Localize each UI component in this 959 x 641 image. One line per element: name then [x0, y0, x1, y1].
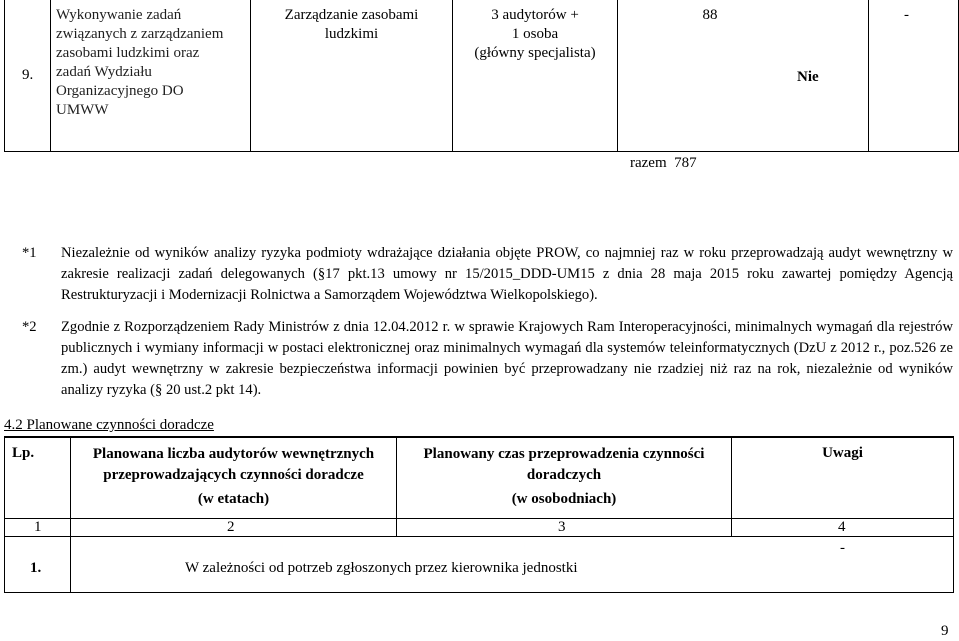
note-marker: *2 — [22, 319, 37, 335]
header-line: przeprowadzających czynności doradcze — [103, 467, 364, 483]
auditors-line: (główny specjalista) — [474, 45, 596, 61]
header-line: Planowany czas przeprowadzenia czynności — [423, 446, 705, 462]
column-number: 4 — [838, 519, 846, 535]
task-line: Wykonywanie zadań — [56, 7, 182, 23]
header-line: doradczych — [526, 467, 602, 483]
header-auditors — [71, 444, 396, 510]
note-text: Zgodnie z Rozporządzeniem Rady Ministrów z dnia 12.04.2012 r. w sprawie Krajowych Ram Interoperacyjności, minimalnych wymagań dla rejestrów publicznych i wymiany informacji w postaci elektronicznej oraz minimalnych wymagań dla systemów teleinformatycznych (DzU z 2012 r., poz.526 ze zm.) audyt wewnętrzny w zakresie bezpieczeństwa informacji powinien być przeprowadzany nie rzadziej niż raz na rok, niezależnie od wyników analizy ryzyka (§ 20 ust.2 pkt 14). — [61, 319, 953, 398]
header-line: Planowana liczba audytorów wewnętrznych — [92, 446, 375, 462]
auditors-count — [453, 6, 617, 63]
flag-value: Nie — [797, 69, 819, 85]
auditors-line: 1 osoba — [511, 26, 559, 42]
section-heading: 4.2 Planowane czynności doradcze — [4, 417, 214, 433]
row-number: 9. — [22, 67, 34, 83]
header-remarks: Uwagi — [822, 445, 863, 461]
column-number: 3 — [558, 519, 566, 535]
column-number: 1 — [34, 519, 42, 535]
header-line: (w osobodniach) — [511, 491, 617, 507]
task-line: UMWW — [56, 102, 109, 118]
row-lp: 1. — [30, 560, 42, 576]
area-description — [251, 6, 452, 44]
row-remarks-dash: - — [840, 540, 845, 556]
page-number: 9 — [941, 623, 949, 639]
area-line: ludzkimi — [324, 26, 379, 42]
area-line: Zarządzanie zasobami — [284, 7, 419, 23]
row-description: W zależności od potrzeb zgłoszonych przez kierownika jednostki — [185, 560, 578, 576]
task-line: zadań Wydziału — [56, 64, 152, 80]
dash-value: - — [904, 7, 909, 23]
task-line: Organizacyjnego DO — [56, 83, 184, 99]
note-marker: *1 — [22, 245, 37, 261]
note-text: Niezależnie od wyników analizy ryzyka podmioty wdrażające działania objęte PROW, co najmniej raz w roku przeprowadzają audyt wewnętrzny w zakresie realizacji zadań delegowanych (§17 pkt.13 umowy nr 15/2015_DDD-UM15 z dnia 28 maja 2015 roku zawartej pomiędzy Agencją Restrukturyzacji i Modernizacji Rolnictwa a Samorządem Województwa Wielkopolskiego). — [61, 245, 953, 303]
header-time — [397, 444, 731, 510]
days-value: 88 — [702, 7, 718, 23]
total-line: razem 787 — [630, 155, 697, 171]
task-line: związanych z zarządzaniem — [56, 26, 224, 42]
header-lp: Lp. — [12, 445, 35, 461]
task-line: zasobami ludzkimi oraz — [56, 45, 200, 61]
auditors-line: 3 audytorów + — [491, 7, 579, 23]
column-number: 2 — [227, 519, 235, 535]
task-description — [56, 6, 223, 120]
header-line: (w etatach) — [197, 491, 270, 507]
